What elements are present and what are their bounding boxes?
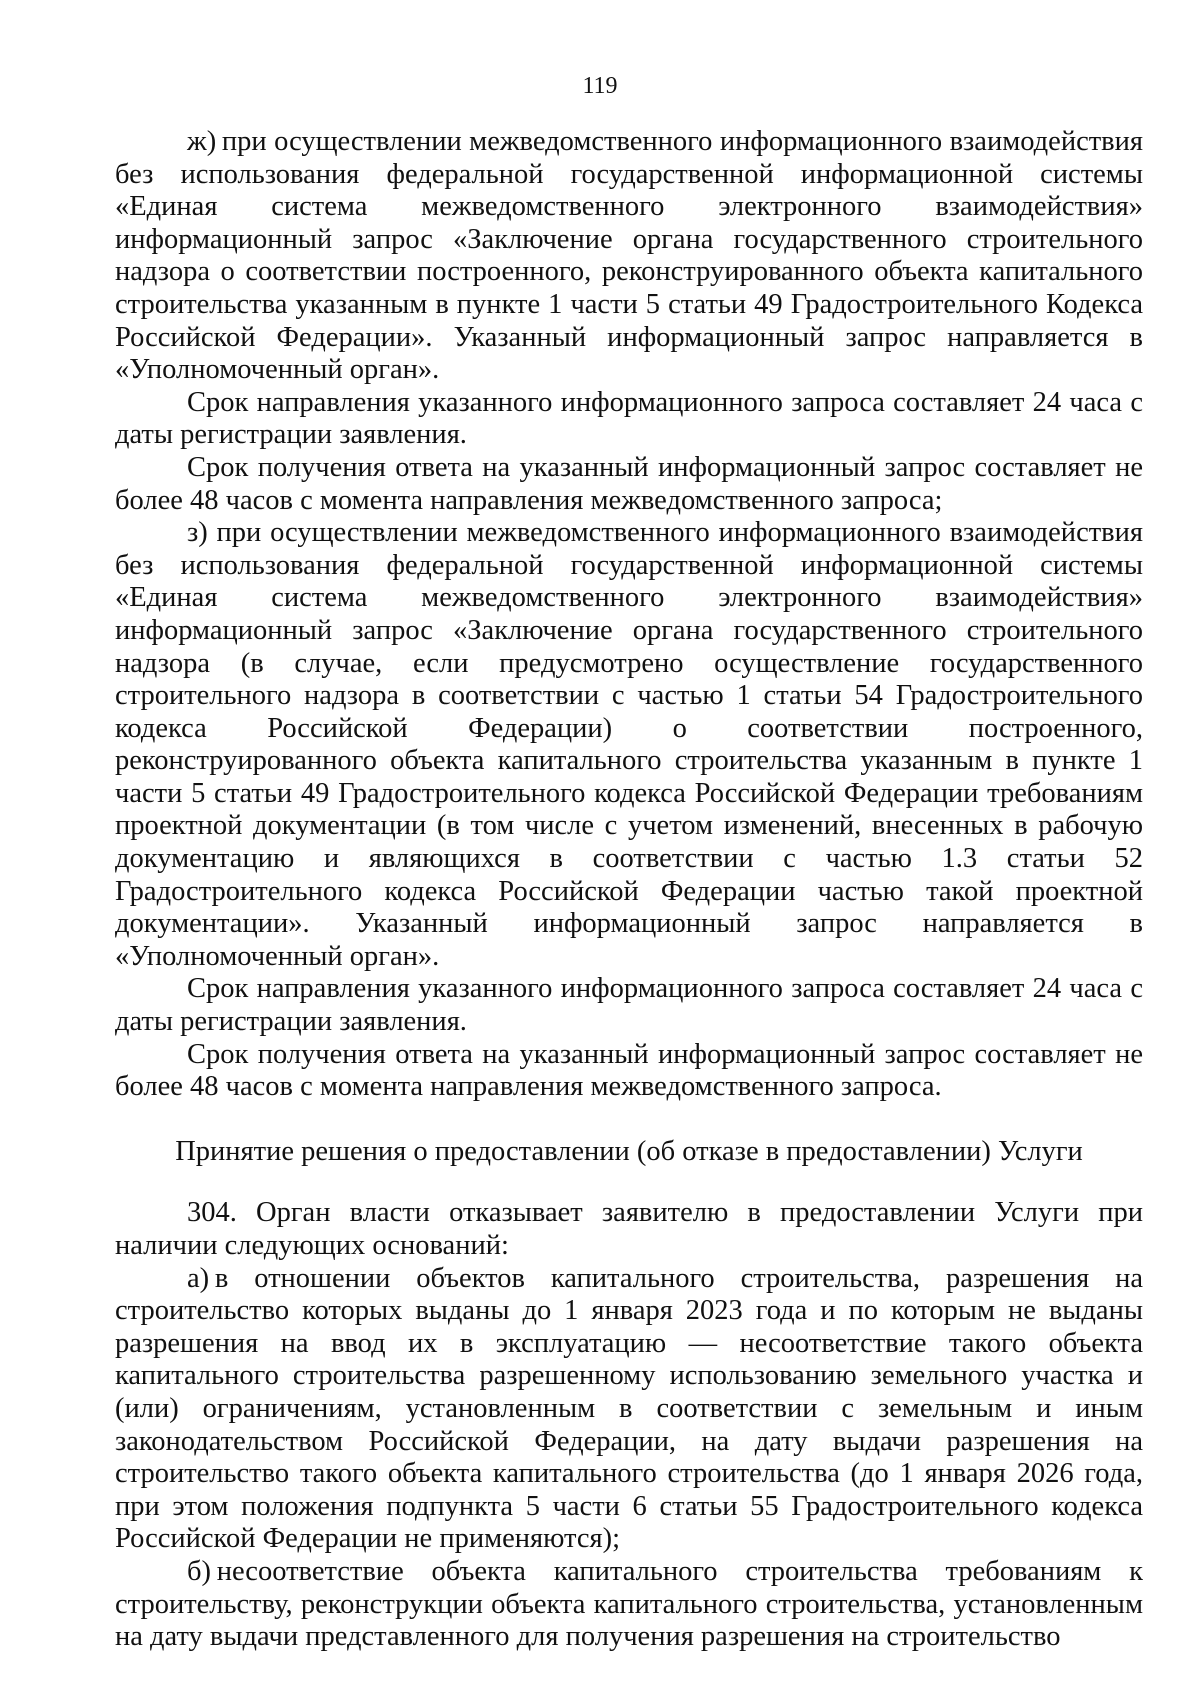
paragraph-z: з) при осуществлении межведомственного информационного взаимодействия без использования федеральной государственной информационной системы «Единая система межведомственного электронного взаимодействия» информационный запрос «Заключение органа государственного строительного надзора (в случае, если предусмотрено осуществление государственного строительного надзора в соответствии с частью 1 статьи 54 Градостроительного кодекса Российской Федерации) о соответствии построенного, реконструированного объекта капитального строительства указанным в пункте 1 части 5 статьи 49 Градостроительного кодекса Российской Федерации требованиям проектной документации (в том числе с учетом изменений, внесенных в рабочую документацию и являющихся в соответствии с частью 1.3 статьи 52 Градостроительного кодекса Российской Федерации частью такой проектной документации». Указанный информационный запрос направляется в «Уполномоченный орган».	[115, 517, 1143, 972]
paragraph-b: б) несоответствие объекта капитального строительства требованиям к строительству, реконструкции объекта капитального строительства, установленным на дату выдачи представленного для получения разрешения на строительство	[115, 1555, 1143, 1653]
paragraph-deadline-response-1: Срок получения ответа на указанный информационный запрос составляет не более 48 часов с момента направления межведомственного запроса;	[115, 451, 1143, 516]
document-body	[115, 126, 1143, 1654]
paragraph-a: а) в отношении объектов капитального строительства, разрешения на строительство которых выданы до 1 января 2023 года и по которым не выданы разрешения на ввод их в эксплуатацию — несоответствие такого объекта капитального строительства разрешенному использованию земельного участка и (или) ограничениям, установленным в соответствии с земельным и иным законодательством Российской Федерации, на дату выдачи разрешения на строительство такого объекта капитального строительства (до 1 января 2026 года, при этом положения подпункта 5 части 6 статьи 55 Градостроительного кодекса Российской Федерации не применяются);	[115, 1262, 1143, 1555]
paragraph-deadline-response-2: Срок получения ответа на указанный информационный запрос составляет не более 48 часов с момента направления межведомственного запроса.	[115, 1038, 1143, 1103]
paragraph-304: 304. Орган власти отказывает заявителю в предоставлении Услуги при наличии следующих оснований:	[115, 1197, 1143, 1261]
paragraph-deadline-send-1: Срок направления указанного информационного запроса составляет 24 часа с даты регистрации заявления.	[115, 386, 1143, 451]
paragraph-zh: ж) при осуществлении межведомственного информационного взаимодействия без использования федеральной государственной информационной системы «Единая система межведомственного электронного взаимодействия» информационный запрос «Заключение органа государственного строительного надзора о соответствии построенного, реконструированного объекта капитального строительства указанным в пункте 1 части 5 статьи 49 Градостроительного Кодекса Российской Федерации». Указанный информационный запрос направляется в «Уполномоченный орган».	[115, 126, 1143, 386]
section-heading: Принятие решения о предоставлении (об отказе в предоставлении) Услуги	[175, 1135, 1083, 1167]
paragraph-deadline-send-2: Срок направления указанного информационного запроса составляет 24 часа с даты регистрации заявления.	[115, 973, 1143, 1038]
page-number: 119	[582, 73, 618, 99]
